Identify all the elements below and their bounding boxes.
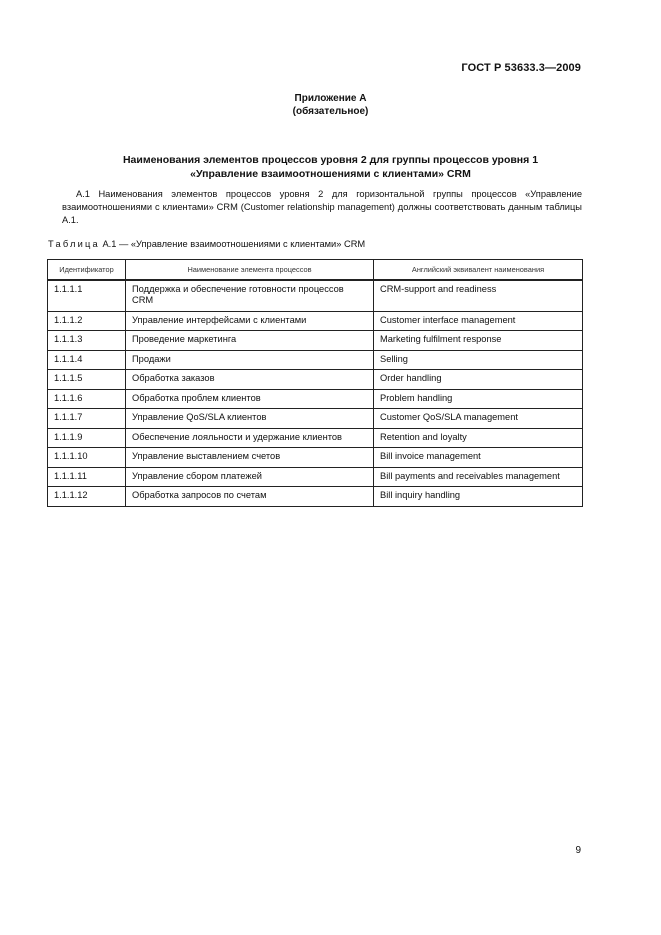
cell-english-equivalent: Selling xyxy=(374,350,583,370)
cell-process-name: Обработка заказов xyxy=(126,370,374,390)
cell-process-name: Поддержка и обеспечение готовности процессов CRM xyxy=(126,280,374,312)
section-paragraph: А.1 Наименования элементов процессов уровня 2 для горизонтальной группы процессов «Управление взаимоотношениями с клиентами» CRM (Customer relationship management) должны соответствовать данным таблицы А.1. xyxy=(62,189,582,225)
page-number: 9 xyxy=(575,845,581,856)
cell-process-name: Обеспечение лояльности и удержание клиентов xyxy=(126,428,374,448)
cell-process-name: Управление QoS/SLA клиентов xyxy=(126,409,374,429)
cell-english-equivalent: Bill inquiry handling xyxy=(374,487,583,507)
appendix-status: (обязательное) xyxy=(292,106,369,117)
table-caption-text: А.1 — «Управление взаимоотношениями с клиентами» CRM xyxy=(99,239,366,249)
appendix-heading xyxy=(0,92,661,118)
header-identifier: Идентификатор xyxy=(48,260,126,280)
document-code: ГОСТ Р 53633.3—2009 xyxy=(461,62,581,74)
table-row xyxy=(48,409,583,429)
table-caption-label: Таблица xyxy=(48,239,100,249)
table-row xyxy=(48,350,583,370)
cell-english-equivalent: Order handling xyxy=(374,370,583,390)
cell-english-equivalent: Customer interface management xyxy=(374,311,583,331)
table-body xyxy=(48,280,583,507)
cell-english-equivalent: Marketing fulfilment response xyxy=(374,331,583,351)
cell-identifier: 1.1.1.12 xyxy=(48,487,126,507)
table-row xyxy=(48,331,583,351)
cell-identifier: 1.1.1.3 xyxy=(48,331,126,351)
table-row xyxy=(48,487,583,507)
cell-identifier: 1.1.1.1 xyxy=(48,280,126,312)
table-header-row xyxy=(48,260,583,280)
cell-identifier: 1.1.1.6 xyxy=(48,389,126,409)
section-title-line-1: Наименования элементов процессов уровня 2 для группы процессов уровня 1 xyxy=(122,154,539,166)
cell-english-equivalent: Problem handling xyxy=(374,389,583,409)
cell-english-equivalent: Retention and loyalty xyxy=(374,428,583,448)
cell-identifier: 1.1.1.5 xyxy=(48,370,126,390)
appendix-title: Приложение А xyxy=(294,93,367,104)
cell-process-name: Проведение маркетинга xyxy=(126,331,374,351)
cell-english-equivalent: Bill invoice management xyxy=(374,448,583,468)
cell-english-equivalent: Bill payments and receivables management xyxy=(374,467,583,487)
section-title-line-2: «Управление взаимоотношениями с клиентами» CRM xyxy=(190,168,471,180)
header-process-name: Наименование элемента процессов xyxy=(126,260,374,280)
cell-process-name: Продажи xyxy=(126,350,374,370)
cell-identifier: 1.1.1.7 xyxy=(48,409,126,429)
cell-process-name: Обработка проблем клиентов xyxy=(126,389,374,409)
cell-process-name: Обработка запросов по счетам xyxy=(126,487,374,507)
process-elements-table xyxy=(47,259,583,507)
cell-process-name: Управление выставлением счетов xyxy=(126,448,374,468)
table-row xyxy=(48,389,583,409)
section-title xyxy=(60,153,601,181)
table-row xyxy=(48,311,583,331)
cell-english-equivalent: CRM-support and readiness xyxy=(374,280,583,312)
cell-identifier: 1.1.1.11 xyxy=(48,467,126,487)
table-row xyxy=(48,370,583,390)
cell-process-name: Управление сбором платежей xyxy=(126,467,374,487)
table-row xyxy=(48,467,583,487)
cell-process-name: Управление интерфейсами с клиентами xyxy=(126,311,374,331)
table-row xyxy=(48,280,583,312)
cell-identifier: 1.1.1.10 xyxy=(48,448,126,468)
table-caption xyxy=(48,239,365,249)
cell-identifier: 1.1.1.4 xyxy=(48,350,126,370)
cell-english-equivalent: Customer QoS/SLA management xyxy=(374,409,583,429)
header-english-equivalent: Английский эквивалент наименования xyxy=(374,260,583,280)
cell-identifier: 1.1.1.2 xyxy=(48,311,126,331)
table-row xyxy=(48,448,583,468)
table-row xyxy=(48,428,583,448)
cell-identifier: 1.1.1.9 xyxy=(48,428,126,448)
